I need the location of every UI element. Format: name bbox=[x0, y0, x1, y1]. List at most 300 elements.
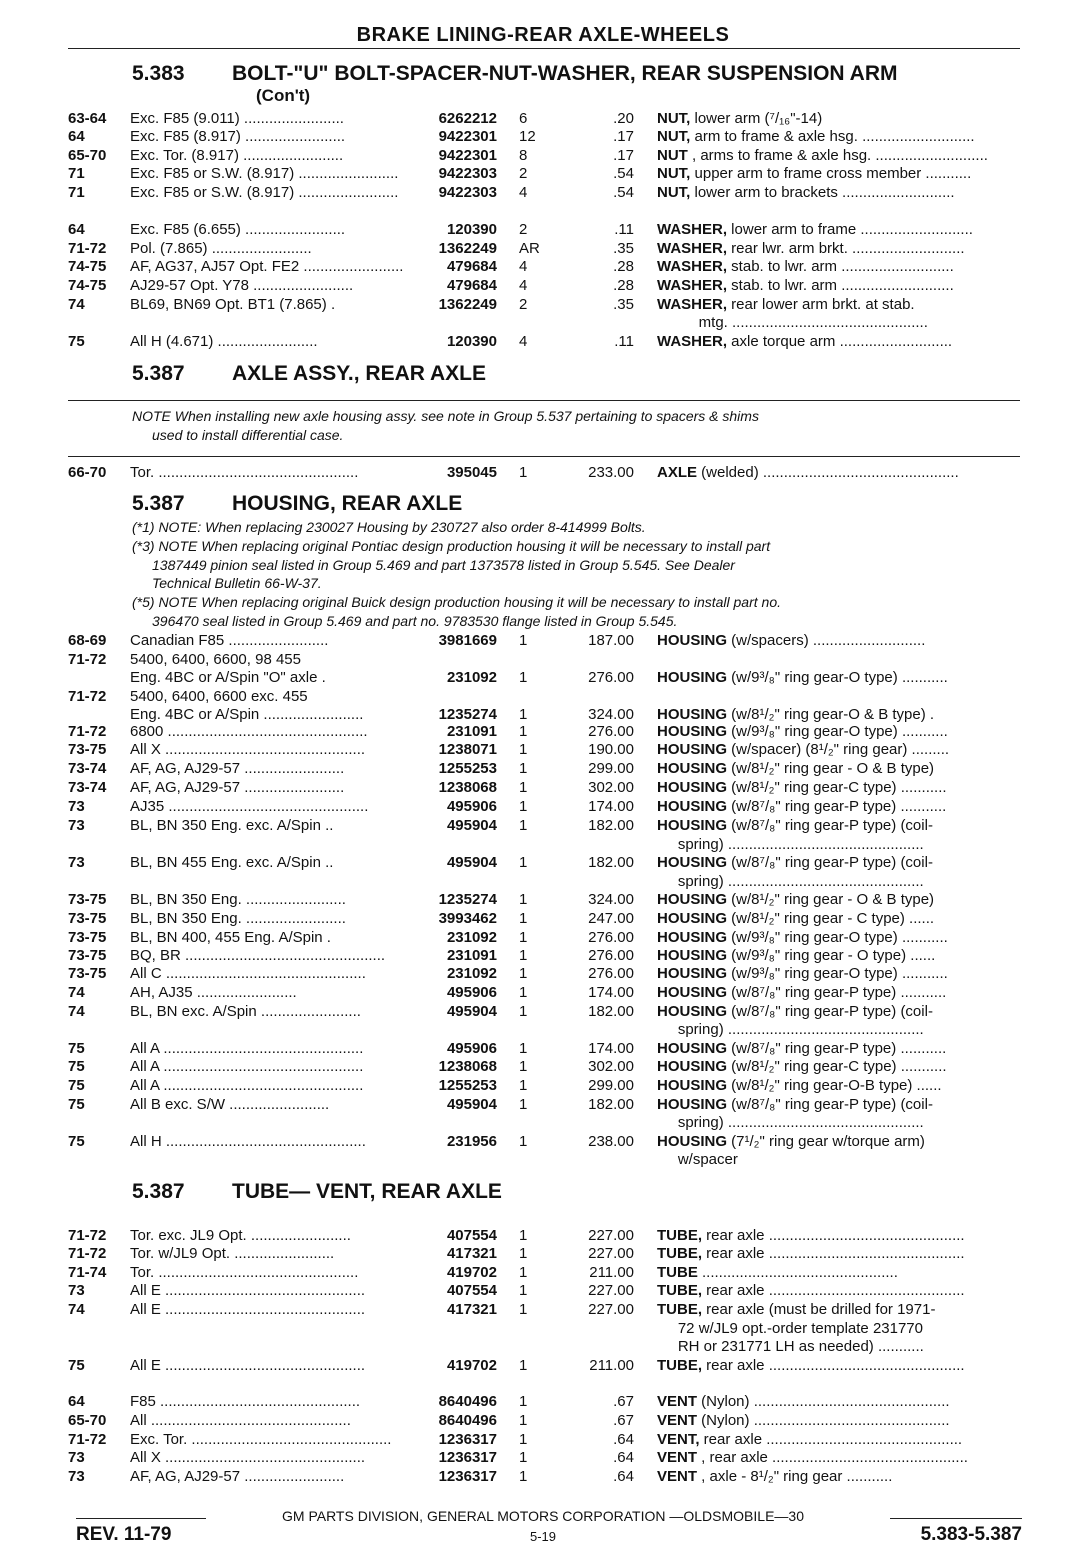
description-cell bbox=[657, 669, 1017, 686]
table-row bbox=[68, 891, 1020, 910]
description-name: WASHER, bbox=[657, 221, 728, 238]
price-cell: .64 bbox=[613, 1449, 634, 1466]
description-text: w/spacer bbox=[657, 1151, 738, 1168]
description-text: (Nylon) ............................................... bbox=[697, 1412, 950, 1429]
model-cell: BL, BN 400, 455 Eng. A/Spin . bbox=[130, 929, 331, 946]
section-number: 5.387 bbox=[132, 492, 185, 515]
model-cell: Exc. Tor. (8.917) ........................ bbox=[130, 147, 344, 164]
description-name: HOUSING bbox=[657, 1077, 728, 1094]
quantity-cell: 1 bbox=[519, 984, 528, 1001]
year-cell: 73-75 bbox=[68, 947, 107, 964]
table-row bbox=[68, 854, 1020, 873]
quantity-cell: 1 bbox=[519, 1096, 528, 1113]
quantity-cell: 1 bbox=[519, 929, 528, 946]
note-rule-bottom bbox=[68, 456, 1020, 457]
table-row bbox=[68, 277, 1020, 296]
description-cell bbox=[657, 779, 1017, 796]
description-cell bbox=[657, 296, 1017, 313]
description-text: (w/8¹/₂" ring gear-C type) ........... bbox=[727, 1058, 947, 1075]
description-text: lower arm to brackets ........................... bbox=[690, 184, 955, 201]
price-cell: 211.00 bbox=[589, 1264, 634, 1281]
price-cell: .17 bbox=[613, 128, 634, 145]
table-row bbox=[68, 1431, 1020, 1450]
part-number-cell: 419702 bbox=[446, 1264, 497, 1281]
model-cell: BL, BN 455 Eng. exc. A/Spin .. bbox=[130, 854, 334, 871]
description-cell bbox=[657, 836, 1017, 853]
description-name: HOUSING bbox=[657, 760, 728, 777]
description-cell bbox=[657, 165, 1017, 182]
year-cell: 73-75 bbox=[68, 741, 107, 758]
model-cell: AF, AG, AJ29-57 ........................ bbox=[130, 760, 345, 777]
description-name: NUT, bbox=[657, 128, 691, 145]
quantity-cell: 1 bbox=[519, 1431, 528, 1448]
description-cell bbox=[657, 632, 1017, 649]
description-cell bbox=[657, 1357, 1017, 1374]
description-cell bbox=[657, 1301, 1017, 1318]
table-row bbox=[68, 1393, 1020, 1412]
table-row bbox=[68, 984, 1020, 1003]
housing-notes bbox=[132, 518, 1022, 631]
year-cell: 64 bbox=[68, 128, 85, 145]
price-cell: 211.00 bbox=[589, 1357, 634, 1374]
description-text: rear axle (must be drilled for 1971- bbox=[702, 1301, 936, 1318]
model-cell: All A ................................................ bbox=[130, 1040, 364, 1057]
description-text: stab. to lwr. arm ........................... bbox=[727, 277, 954, 294]
price-cell: 182.00 bbox=[588, 817, 634, 834]
description-name: HOUSING bbox=[657, 1003, 728, 1020]
description-text: (w/8¹/₂" ring gear - O & B type) bbox=[727, 760, 935, 777]
description-name: VENT, bbox=[657, 1431, 700, 1448]
page-title: BRAKE LINING-REAR AXLE-WHEELS bbox=[356, 24, 730, 46]
table-row bbox=[68, 1021, 1020, 1040]
description-name: NUT, bbox=[657, 110, 691, 127]
table-row bbox=[68, 760, 1020, 779]
part-number-cell: 495906 bbox=[446, 1040, 497, 1057]
table-row bbox=[68, 1003, 1020, 1022]
section-5-383 bbox=[132, 62, 897, 86]
table-row bbox=[68, 779, 1020, 798]
price-cell: .54 bbox=[613, 184, 634, 201]
table-row bbox=[68, 741, 1020, 760]
quantity-cell: 1 bbox=[519, 669, 528, 686]
description-cell bbox=[657, 1338, 1017, 1355]
description-name: HOUSING bbox=[657, 723, 728, 740]
description-cell bbox=[657, 854, 1017, 871]
quantity-cell: 1 bbox=[519, 1058, 528, 1075]
part-number-cell: 1362249 bbox=[438, 240, 497, 257]
table-row bbox=[68, 651, 1020, 670]
table-row bbox=[68, 258, 1020, 277]
price-cell: 276.00 bbox=[588, 929, 634, 946]
description-text: upper arm to frame cross member ........... bbox=[690, 165, 972, 182]
year-cell: 71-72 bbox=[68, 688, 107, 705]
description-name: HOUSING bbox=[657, 965, 728, 982]
price-cell: 227.00 bbox=[588, 1282, 634, 1299]
description-cell bbox=[657, 1058, 1017, 1075]
table-row bbox=[68, 314, 1020, 333]
quantity-cell: 1 bbox=[519, 1077, 528, 1094]
part-number-cell: 120390 bbox=[446, 221, 497, 238]
description-name: VENT bbox=[657, 1393, 698, 1410]
table-row bbox=[68, 221, 1020, 240]
table-row bbox=[68, 1058, 1020, 1077]
year-cell: 73-75 bbox=[68, 891, 107, 908]
price-cell: 324.00 bbox=[588, 706, 634, 723]
year-cell: 73-74 bbox=[68, 779, 107, 796]
price-cell: 182.00 bbox=[588, 1096, 634, 1113]
quantity-cell: 1 bbox=[519, 464, 528, 481]
table-row bbox=[68, 165, 1020, 184]
note-line: used to install differential case. bbox=[152, 426, 344, 443]
description-cell bbox=[657, 1021, 1017, 1038]
year-cell: 71 bbox=[68, 184, 85, 201]
table-row bbox=[68, 798, 1020, 817]
price-cell: 276.00 bbox=[588, 669, 634, 686]
model-cell: 5400, 6400, 6600 exc. 455 bbox=[130, 688, 308, 705]
description-cell bbox=[657, 873, 1017, 890]
part-number-cell: 495904 bbox=[446, 854, 497, 871]
price-cell: 187.00 bbox=[588, 632, 634, 649]
description-cell bbox=[657, 1393, 1017, 1410]
section-number: 5.387 bbox=[132, 1180, 185, 1203]
description-text: lower arm to frame ........................... bbox=[727, 221, 973, 238]
part-number-cell: 3993462 bbox=[438, 910, 497, 927]
model-cell: All X ................................................ bbox=[130, 741, 366, 758]
note-line: (*1) NOTE: When replacing 230027 Housing by 230727 also order 8-414999 Bolts. bbox=[132, 519, 646, 535]
section-subtitle: (Con't) bbox=[256, 86, 311, 105]
description-cell bbox=[657, 1264, 1017, 1281]
year-cell: 74 bbox=[68, 984, 85, 1001]
description-cell bbox=[657, 110, 1017, 127]
part-number-cell: 9422301 bbox=[438, 128, 497, 145]
section-title: BOLT-"U" BOLT-SPACER-NUT-WASHER, REAR SUSPENSION ARM bbox=[232, 62, 898, 85]
description-name: AXLE bbox=[657, 464, 698, 481]
model-cell: Exc. F85 or S.W. (8.917) ........................ bbox=[130, 184, 399, 201]
description-cell bbox=[657, 184, 1017, 201]
quantity-cell: 1 bbox=[519, 1301, 528, 1318]
part-number-cell: 8640496 bbox=[438, 1393, 497, 1410]
model-cell: All E ................................................ bbox=[130, 1301, 366, 1318]
table-row bbox=[68, 688, 1020, 707]
description-name: VENT bbox=[657, 1449, 698, 1466]
description-cell bbox=[657, 741, 1017, 758]
part-number-cell: 231091 bbox=[446, 723, 497, 740]
model-cell: All E ................................................ bbox=[130, 1357, 366, 1374]
price-cell: .11 bbox=[614, 221, 634, 238]
description-text: rear axle ............................................... bbox=[699, 1431, 963, 1448]
year-cell: 65-70 bbox=[68, 1412, 107, 1429]
table-row bbox=[68, 1245, 1020, 1264]
section-5-387-tube bbox=[132, 1180, 502, 1204]
description-text: (w/8¹/₂" ring gear - O & B type) bbox=[727, 891, 935, 908]
description-text: (w/9³/₈" ring gear-O type) ........... bbox=[727, 965, 948, 982]
description-cell bbox=[657, 891, 1017, 908]
model-cell: BL, BN 350 Eng. exc. A/Spin .. bbox=[130, 817, 334, 834]
model-cell: Exc. F85 or S.W. (8.917) ........................ bbox=[130, 165, 399, 182]
year-cell: 71-72 bbox=[68, 651, 107, 668]
price-cell: 302.00 bbox=[588, 779, 634, 796]
price-cell: 227.00 bbox=[588, 1245, 634, 1262]
part-number-cell: 3981669 bbox=[438, 632, 497, 649]
description-cell bbox=[657, 1096, 1017, 1113]
description-text: (w/8¹/₂" ring gear - C type) ...... bbox=[727, 910, 935, 927]
part-number-cell: 1362249 bbox=[438, 296, 497, 313]
model-cell: All E ................................................ bbox=[130, 1282, 366, 1299]
description-text: (w/8⁷/₈" ring gear-P type) (coil- bbox=[727, 1096, 933, 1113]
quantity-cell: 1 bbox=[519, 1449, 528, 1466]
quantity-cell: 2 bbox=[519, 165, 528, 182]
year-cell: 75 bbox=[68, 1357, 85, 1374]
price-cell: .64 bbox=[613, 1468, 634, 1485]
table-row bbox=[68, 240, 1020, 259]
year-cell: 74 bbox=[68, 296, 85, 313]
model-cell: BL, BN 350 Eng. ........................ bbox=[130, 910, 346, 927]
quantity-cell: 1 bbox=[519, 1245, 528, 1262]
quantity-cell: 1 bbox=[519, 1468, 528, 1485]
description-text: lower arm (⁷/₁₆"-14) bbox=[690, 110, 823, 127]
part-number-cell: 1238068 bbox=[438, 779, 497, 796]
price-cell: 299.00 bbox=[588, 760, 634, 777]
part-number-cell: 407554 bbox=[446, 1282, 497, 1299]
quantity-cell: 1 bbox=[519, 891, 528, 908]
year-cell: 74-75 bbox=[68, 277, 107, 294]
price-cell: 276.00 bbox=[588, 965, 634, 982]
table-row bbox=[68, 1264, 1020, 1283]
table-row bbox=[68, 1357, 1020, 1376]
description-text: , arms to frame & axle hsg. ........................... bbox=[687, 147, 988, 164]
description-text: (welded) ............................................... bbox=[697, 464, 959, 481]
price-cell: .20 bbox=[613, 110, 634, 127]
table-row bbox=[68, 669, 1020, 688]
description-name: TUBE, bbox=[657, 1227, 702, 1244]
section-title: AXLE ASSY., REAR AXLE bbox=[232, 362, 486, 385]
quantity-cell: 1 bbox=[519, 1357, 528, 1374]
part-number-cell: 495906 bbox=[446, 798, 497, 815]
year-cell: 63-64 bbox=[68, 110, 107, 127]
model-cell: Canadian F85 ........................ bbox=[130, 632, 329, 649]
price-cell: 227.00 bbox=[588, 1227, 634, 1244]
description-text: (w/9³/₈" ring gear-O type) ........... bbox=[727, 669, 948, 686]
description-text: rear lwr. arm brkt. ........................... bbox=[727, 240, 965, 257]
part-number-cell: 495906 bbox=[446, 984, 497, 1001]
description-name: VENT bbox=[657, 1412, 698, 1429]
description-text: (w/8¹/₂" ring gear-O-B type) ...... bbox=[727, 1077, 942, 1094]
description-cell bbox=[657, 1114, 1017, 1131]
part-number-cell: 231091 bbox=[446, 947, 497, 964]
model-cell: BL, BN exc. A/Spin ........................ bbox=[130, 1003, 361, 1020]
part-number-cell: 1235274 bbox=[438, 891, 497, 908]
model-cell: Exc. F85 (6.655) ........................ bbox=[130, 221, 346, 238]
description-text: (w/9³/₈" ring gear-O type) ........... bbox=[727, 723, 948, 740]
description-cell bbox=[657, 760, 1017, 777]
price-cell: 276.00 bbox=[588, 947, 634, 964]
model-cell: AH, AJ35 ........................ bbox=[130, 984, 297, 1001]
description-cell bbox=[657, 1412, 1017, 1429]
description-cell bbox=[657, 314, 1017, 331]
description-text: RH or 231771 LH as needed) ........... bbox=[657, 1338, 924, 1355]
description-name: HOUSING bbox=[657, 984, 728, 1001]
revision-label: REV. 11-79 bbox=[76, 1524, 172, 1545]
table-row bbox=[68, 632, 1020, 651]
part-number-cell: 419702 bbox=[446, 1357, 497, 1374]
note-line: (*3) NOTE When replacing original Pontiac design production housing it will be necessary to install part bbox=[132, 537, 771, 554]
table-row bbox=[68, 817, 1020, 836]
description-cell bbox=[657, 965, 1017, 982]
description-name: WASHER, bbox=[657, 277, 728, 294]
description-name: HOUSING bbox=[657, 779, 728, 796]
description-name: HOUSING bbox=[657, 854, 728, 871]
description-cell bbox=[657, 798, 1017, 815]
part-number-cell: 8640496 bbox=[438, 1412, 497, 1429]
model-cell: All A ................................................ bbox=[130, 1058, 364, 1075]
quantity-cell: 4 bbox=[519, 277, 528, 294]
quantity-cell: 1 bbox=[519, 760, 528, 777]
quantity-cell: 1 bbox=[519, 965, 528, 982]
description-cell bbox=[657, 240, 1017, 257]
year-cell: 73 bbox=[68, 1282, 85, 1299]
year-cell: 73-75 bbox=[68, 929, 107, 946]
year-cell: 73 bbox=[68, 798, 85, 815]
price-cell: .67 bbox=[613, 1393, 634, 1410]
description-cell bbox=[657, 1077, 1017, 1094]
quantity-cell: 4 bbox=[519, 333, 528, 350]
model-cell: Tor. ................................................ bbox=[130, 1264, 359, 1281]
description-cell bbox=[657, 1282, 1017, 1299]
part-number-cell: 417321 bbox=[446, 1301, 497, 1318]
price-cell: 190.00 bbox=[588, 741, 634, 758]
description-name: NUT bbox=[657, 147, 688, 164]
description-text: rear lower arm brkt. at stab. bbox=[727, 296, 915, 313]
price-cell: 174.00 bbox=[588, 1040, 634, 1057]
description-cell bbox=[657, 1133, 1017, 1150]
part-number-cell: 495904 bbox=[446, 817, 497, 834]
table-row bbox=[68, 184, 1020, 203]
quantity-cell: 4 bbox=[519, 258, 528, 275]
description-text: , rear axle ............................................... bbox=[697, 1449, 968, 1466]
part-number-cell: 479684 bbox=[446, 277, 497, 294]
quantity-cell: 1 bbox=[519, 706, 528, 723]
quantity-cell: 1 bbox=[519, 1040, 528, 1057]
section-title: TUBE— VENT, REAR AXLE bbox=[232, 1180, 502, 1203]
section-5-387-axle bbox=[132, 362, 486, 386]
note-line: 1387449 pinion seal listed in Group 5.469 and part 1373578 listed in Group 5.545. See Dealer bbox=[152, 556, 735, 573]
quantity-cell: 1 bbox=[519, 1003, 528, 1020]
description-name: VENT bbox=[657, 1468, 698, 1485]
year-cell: 64 bbox=[68, 221, 85, 238]
price-cell: 182.00 bbox=[588, 1003, 634, 1020]
table-row bbox=[68, 464, 1020, 483]
year-cell: 75 bbox=[68, 1040, 85, 1057]
table-row bbox=[68, 929, 1020, 948]
part-number-cell: 495904 bbox=[446, 1003, 497, 1020]
table-row bbox=[68, 1301, 1020, 1320]
table-row bbox=[68, 723, 1020, 742]
quantity-cell: 4 bbox=[519, 184, 528, 201]
description-name: WASHER, bbox=[657, 333, 728, 350]
description-name: TUBE, bbox=[657, 1301, 702, 1318]
note-line: Technical Bulletin 66-W-37. bbox=[152, 575, 322, 592]
description-text: (w/spacers) ........................... bbox=[727, 632, 926, 649]
description-text: (w/8⁷/₈" ring gear-P type) (coil- bbox=[727, 817, 933, 834]
description-text: (w/8⁷/₈" ring gear-P type) ........... bbox=[727, 984, 947, 1001]
table-row bbox=[68, 836, 1020, 855]
description-name: HOUSING bbox=[657, 817, 728, 834]
description-name: HOUSING bbox=[657, 669, 728, 686]
model-cell: Eng. 4BC or A/Spin ........................ bbox=[130, 706, 364, 723]
year-cell: 74 bbox=[68, 1301, 85, 1318]
price-cell: 299.00 bbox=[588, 1077, 634, 1094]
price-cell: .17 bbox=[613, 147, 634, 164]
year-cell: 73 bbox=[68, 817, 85, 834]
part-number-cell: 395045 bbox=[446, 464, 497, 481]
part-number-cell: 407554 bbox=[446, 1227, 497, 1244]
description-cell bbox=[657, 1449, 1017, 1466]
price-cell: 247.00 bbox=[588, 910, 634, 927]
table-row bbox=[68, 147, 1020, 166]
quantity-cell: 1 bbox=[519, 1282, 528, 1299]
description-text: (w/8⁷/₈" ring gear-P type) ........... bbox=[727, 798, 947, 815]
model-cell: Exc. F85 (9.011) ........................ bbox=[130, 110, 344, 127]
part-number-cell: 6262212 bbox=[438, 110, 497, 127]
description-name: HOUSING bbox=[657, 929, 728, 946]
quantity-cell: 1 bbox=[519, 723, 528, 740]
part-number-cell: 120390 bbox=[446, 333, 497, 350]
description-cell bbox=[657, 258, 1017, 275]
table-row bbox=[68, 1338, 1020, 1357]
model-cell: AJ35 ................................................ bbox=[130, 798, 369, 815]
part-number-cell: 1238071 bbox=[438, 741, 497, 758]
description-text: spring) ............................................... bbox=[657, 836, 924, 853]
note-line: (*5) NOTE When replacing original Buick design production housing it will be necessary to install part no. bbox=[132, 594, 781, 611]
note-line: NOTE When installing new axle housing assy. see note in Group 5.537 pertaining to spacers & shims bbox=[132, 408, 759, 424]
price-cell: .54 bbox=[613, 165, 634, 182]
year-cell: 75 bbox=[68, 1077, 85, 1094]
part-number-cell: 1236317 bbox=[438, 1449, 497, 1466]
description-name: WASHER, bbox=[657, 240, 728, 257]
year-cell: 68-69 bbox=[68, 632, 107, 649]
description-text: (w/8⁷/₈" ring gear-P type) (coil- bbox=[727, 1003, 933, 1020]
table-row bbox=[68, 1077, 1020, 1096]
description-name: TUBE, bbox=[657, 1245, 702, 1262]
year-cell: 71-72 bbox=[68, 1227, 107, 1244]
description-name: TUBE, bbox=[657, 1357, 702, 1374]
price-cell: 174.00 bbox=[588, 798, 634, 815]
table-row bbox=[68, 1449, 1020, 1468]
table-row bbox=[68, 110, 1020, 129]
price-cell: 238.00 bbox=[588, 1133, 634, 1150]
title-rule bbox=[68, 48, 1020, 49]
part-number-cell: 1238068 bbox=[438, 1058, 497, 1075]
description-name: TUBE bbox=[657, 1264, 698, 1281]
description-cell bbox=[657, 706, 1017, 723]
section-title: HOUSING, REAR AXLE bbox=[232, 492, 463, 515]
table-row bbox=[68, 1282, 1020, 1301]
description-text: rear axle ............................................... bbox=[702, 1357, 965, 1374]
description-cell bbox=[657, 221, 1017, 238]
quantity-cell: 1 bbox=[519, 910, 528, 927]
year-cell: 73-75 bbox=[68, 965, 107, 982]
quantity-cell: AR bbox=[519, 240, 540, 257]
year-cell: 71-74 bbox=[68, 1264, 107, 1281]
quantity-cell: 1 bbox=[519, 741, 528, 758]
description-text: axle torque arm ........................... bbox=[727, 333, 953, 350]
table-row bbox=[68, 1114, 1020, 1133]
description-text: ............................................... bbox=[697, 1264, 898, 1281]
description-text: spring) ............................................... bbox=[657, 1114, 924, 1131]
description-text: spring) ............................................... bbox=[657, 1021, 924, 1038]
description-cell bbox=[657, 910, 1017, 927]
description-name: HOUSING bbox=[657, 910, 728, 927]
